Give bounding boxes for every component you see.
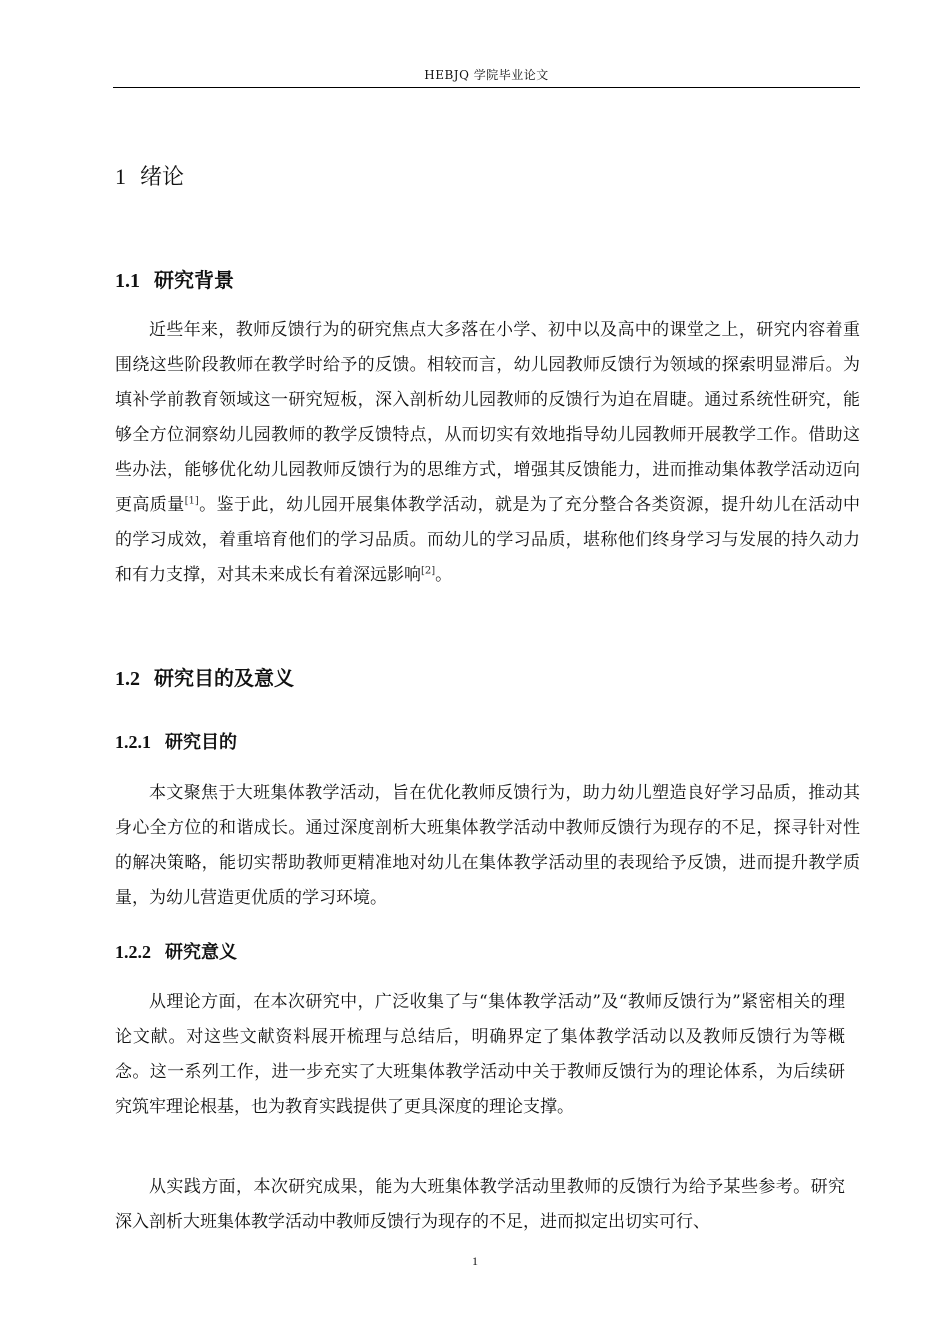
- paragraph-text: 。: [435, 565, 453, 585]
- section-heading-1-2: [115, 662, 294, 691]
- paragraph-significance-theory: 从理论方面，在本次研究中，广泛收集了与“集体教学活动”及“教师反馈行为”紧密相关的理论文献。对这些文献资料展开梳理与总结后，明确界定了集体教学活动以及教师反馈行为等概念。这一系列工作，进一步充实了大班集体教学活动中关于教师反馈行为的理论体系，为后续研究筑牢理论根基，也为教育实践提供了更具深度的理论支撑。: [115, 992, 845, 1117]
- paragraph-background: [115, 313, 860, 593]
- subsection-heading-1-2-2: [115, 938, 237, 964]
- subsection-heading-1-2-1: [115, 728, 237, 754]
- subsection-number: 1.2.2: [115, 942, 151, 962]
- paragraph-text: 近些年来，教师反馈行为的研究焦点大多落在小学、初中以及高中的课堂之上，研究内容着重围绕这些阶段教师在教学时给予的反馈。相较而言，幼儿园教师反馈行为领域的探索明显滞后。为填补学前教育领域这一研究短板，深入剖析幼儿园教师的反馈行为迫在眉睫。通过系统性研究，能够全方位洞察幼儿园教师的教学反馈特点，从而切实有效地指导幼儿园教师开展教学工作。借助这些办法，能够优化幼儿园教师反馈行为的思维方式，增强其反馈能力，进而推动集体教学活动迈向更高质量: [115, 320, 860, 515]
- section-title: 研究目的及意义: [154, 666, 294, 690]
- section-number: 1.1: [115, 270, 140, 292]
- section-title: 研究背景: [154, 268, 234, 292]
- header-rule: [113, 87, 860, 88]
- subsection-title: 研究意义: [165, 942, 237, 963]
- chapter-number: 1: [115, 164, 126, 189]
- running-header: HEBJQ 学院毕业论文: [424, 68, 549, 82]
- citation: [2]: [421, 565, 436, 577]
- chapter-title: 绪论: [140, 165, 185, 190]
- paragraph-text: 。鉴于此，幼儿园开展集体教学活动，就是为了充分整合各类资源，提升幼儿在活动中的学习成效，着重培育他们的学习品质。而幼儿的学习品质，堪称他们终身学习与发展的持久动力和有力支撑，对其未来成长有着深远影响: [115, 495, 861, 585]
- section-number: 1.2: [115, 668, 140, 690]
- subsection-title: 研究目的: [165, 732, 237, 753]
- citation: [1]: [184, 495, 199, 507]
- paragraph-purpose: 本文聚焦于大班集体教学活动，旨在优化教师反馈行为，助力幼儿塑造良好学习品质，推动其身心全方位的和谐成长。通过深度剖析大班集体教学活动中教师反馈行为现存的不足，探寻针对性的解决策略，能切实帮助教师更精准地对幼儿在集体教学活动里的表现给予反馈，进而提升教学质量，为幼儿营造更优质的学习环境。: [115, 783, 860, 908]
- paragraph-significance-practice: 从实践方面，本次研究成果，能为大班集体教学活动里教师的反馈行为给予某些参考。研究深入剖析大班集体教学活动中教师反馈行为现存的不足，进而拟定出切实可行、: [115, 1177, 845, 1232]
- chapter-heading: [115, 160, 184, 191]
- section-heading-1-1: [115, 264, 234, 293]
- page-number: 1: [472, 1254, 478, 1268]
- subsection-number: 1.2.1: [115, 732, 151, 752]
